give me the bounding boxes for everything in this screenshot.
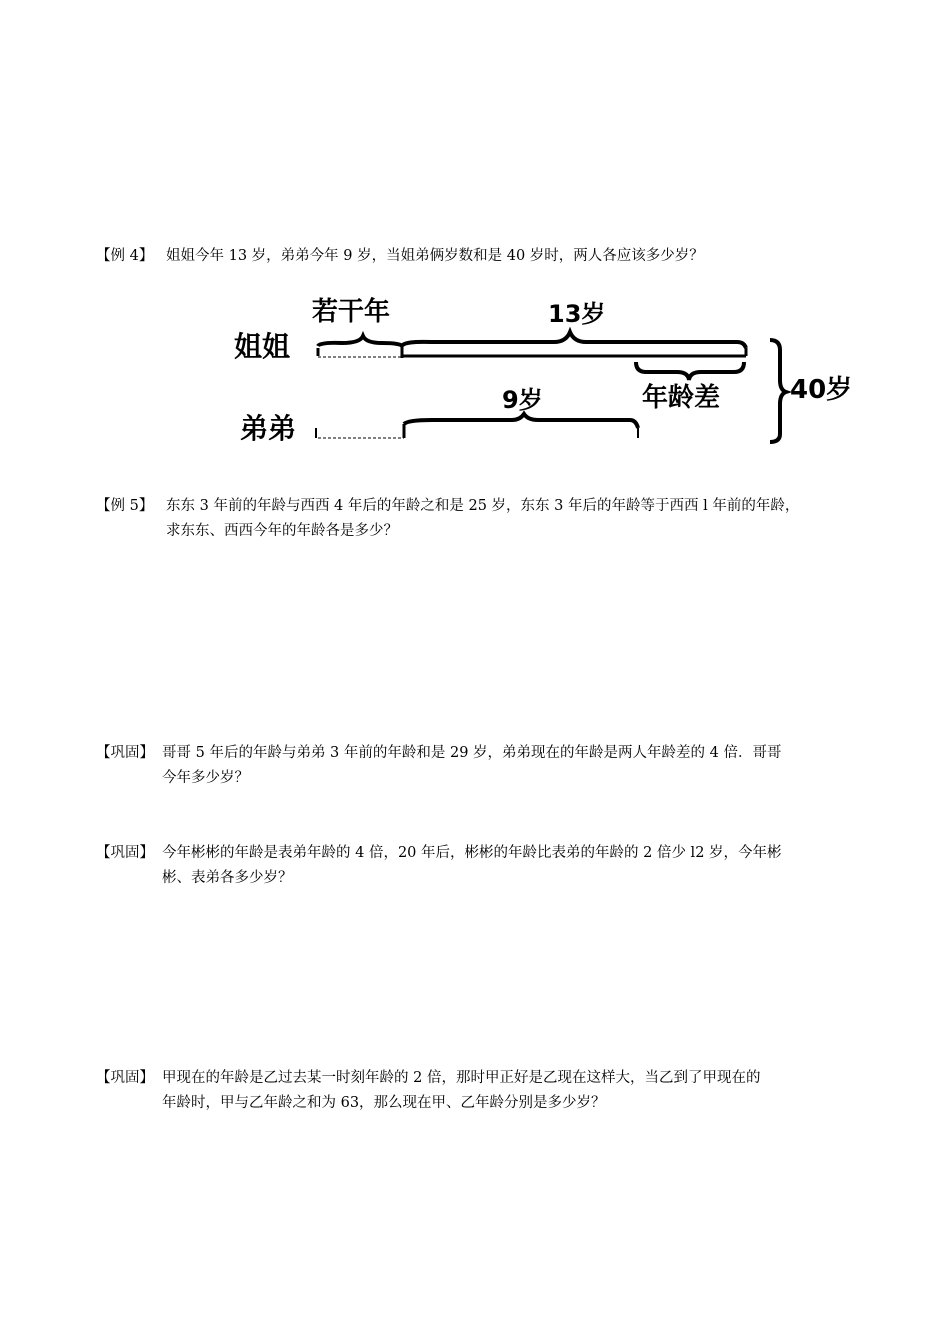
total-age-brace bbox=[770, 340, 786, 442]
problem-tag: 【例 4】 bbox=[96, 248, 154, 264]
problem-text-line-2: 求东东、西西今年的年龄各是多少？ bbox=[166, 523, 398, 539]
years-label: 若干年 bbox=[312, 297, 391, 327]
age-line-diagram bbox=[232, 288, 862, 450]
problem-text-line-1: 哥哥 5 年后的年龄与弟弟 3 年前的年龄和是 29 岁，弟弟现在的年龄是两人年龄差的 4 倍．哥哥 bbox=[162, 745, 782, 761]
problem-text-line-1: 甲现在的年龄是乙过去某一时刻年龄的 2 倍，那时甲正好是乙现在这样大，当乙到了甲现在的 bbox=[162, 1070, 761, 1086]
brother-age-label: 9岁 bbox=[502, 386, 543, 414]
problem-tag: 【巩固】 bbox=[96, 745, 154, 761]
problem-text-line-1: 东东 3 年前的年龄与西西 4 年后的年龄之和是 25 岁，东东 3 年后的年龄等于西西 l 年前的年龄， bbox=[166, 498, 800, 514]
problem-tag: 【例 5】 bbox=[96, 498, 154, 514]
problem-text-line-2: 年龄时，甲与乙年龄之和为 63，那么现在甲、乙年龄分别是多少岁？ bbox=[162, 1095, 606, 1111]
problem-text-line-1: 姐姐今年 13 岁，弟弟今年 9 岁，当姐弟俩岁数和是 40 岁时，两人各应该多少岁？ bbox=[166, 248, 704, 264]
problem-tag: 【巩固】 bbox=[96, 845, 154, 861]
brother-segment bbox=[316, 414, 638, 438]
age-diff-label: 年龄差 bbox=[642, 383, 721, 413]
total-age-label: 40岁 bbox=[790, 375, 853, 405]
problem-tag: 【巩固】 bbox=[96, 1070, 154, 1086]
problem-text-line-2: 今年多少岁？ bbox=[162, 770, 249, 786]
sister-label: 姐姐 bbox=[234, 330, 291, 363]
age-diff-brace bbox=[636, 362, 744, 380]
sister-age-label: 13岁 bbox=[548, 300, 606, 328]
problem-text-line-1: 今年彬彬的年龄是表弟年龄的 4 倍，20 年后，彬彬的年龄比表弟的年龄的 2 倍少 l2 岁，今年彬 bbox=[162, 845, 782, 861]
sister-segment bbox=[318, 332, 746, 358]
brother-label: 弟弟 bbox=[240, 412, 297, 445]
problem-text-line-2: 彬、表弟各多少岁？ bbox=[162, 870, 293, 886]
